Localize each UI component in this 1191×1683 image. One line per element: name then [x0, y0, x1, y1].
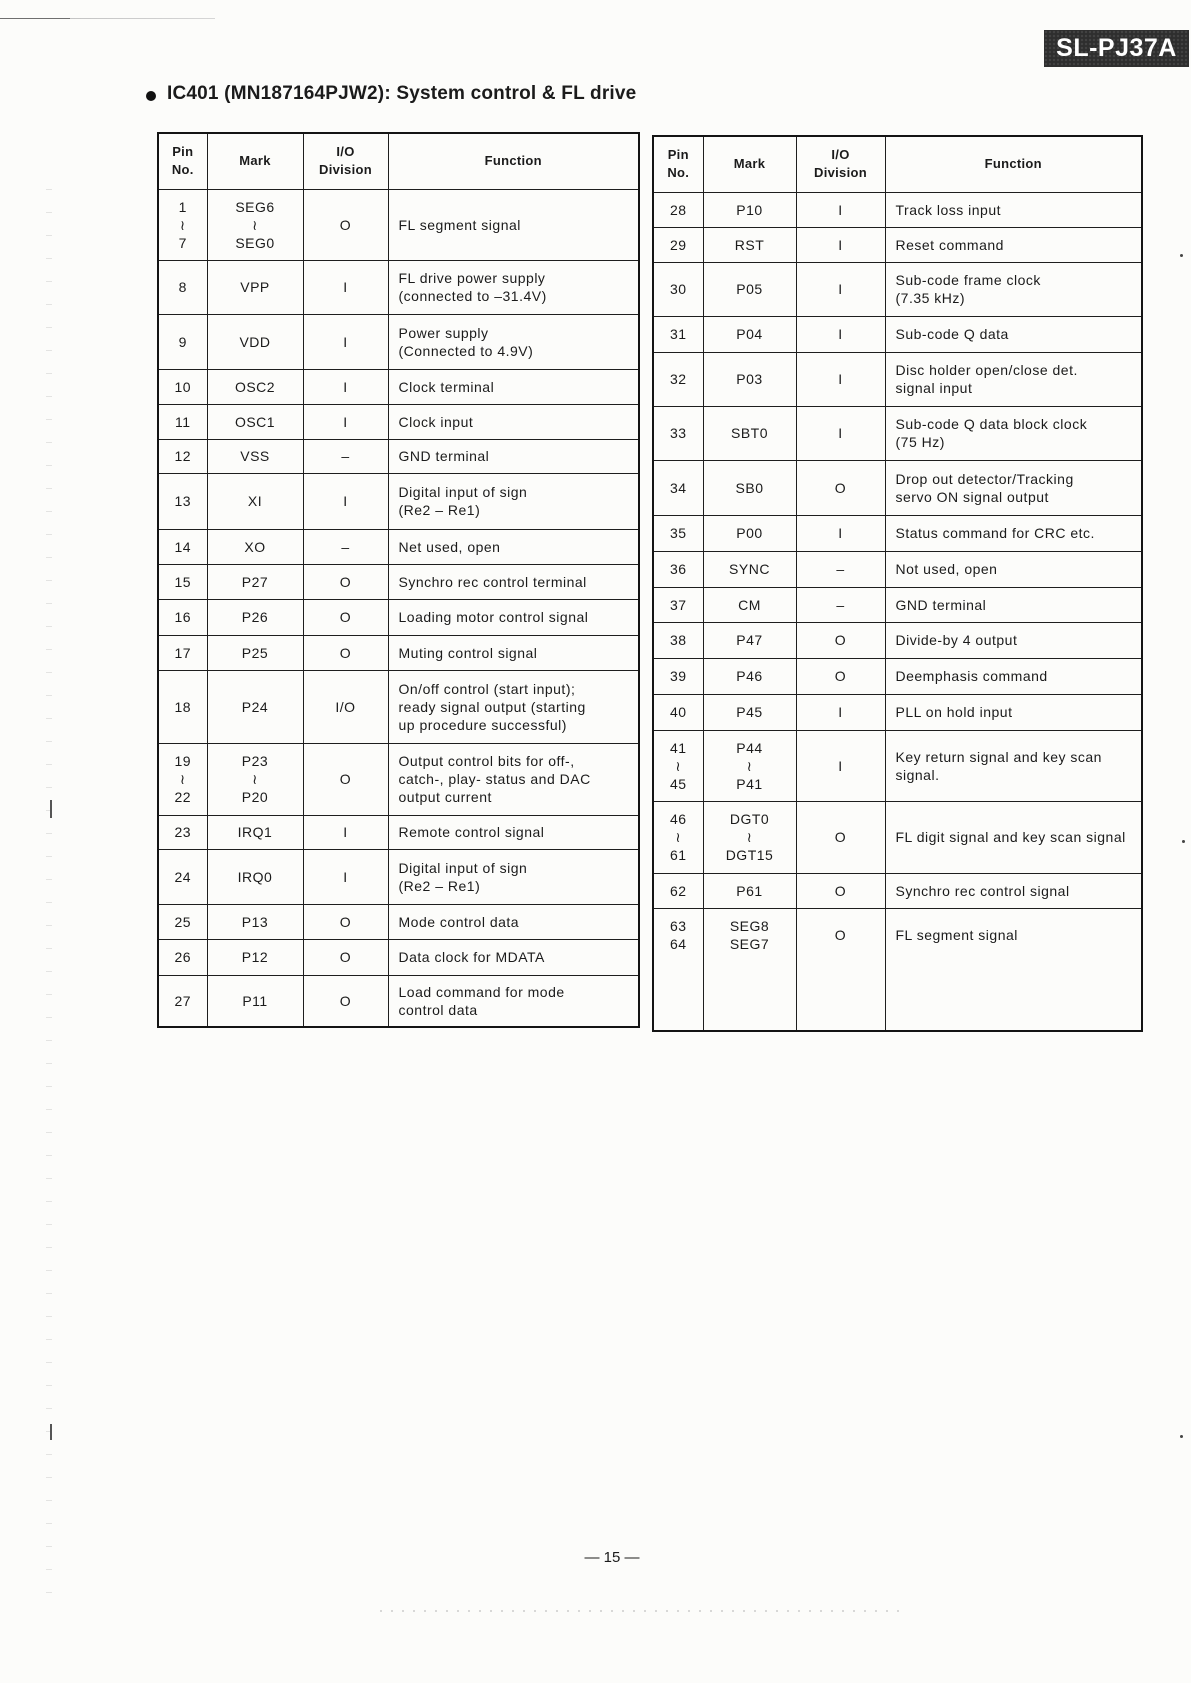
cell-io-division: I	[303, 260, 388, 314]
cell-function: Synchro rec control terminal	[388, 564, 639, 599]
table-row	[158, 599, 639, 635]
cell-io-division: I	[796, 192, 885, 227]
cell-mark: P04	[703, 316, 796, 352]
table-row	[158, 404, 639, 439]
cell-pin-no: 8	[158, 260, 207, 314]
cell-pin-no: 27	[158, 975, 207, 1027]
table-row	[653, 515, 1142, 551]
header-mark: Mark	[207, 133, 303, 189]
table-row	[653, 352, 1142, 406]
cell-pin-no: 24	[158, 849, 207, 904]
cell-function: FL drive power supply (connected to –31.4V)	[388, 260, 639, 314]
cell-mark: OSC2	[207, 369, 303, 404]
cell-mark: P23 ≀ P20	[207, 743, 303, 815]
cell-mark: XO	[207, 529, 303, 564]
header-function: Function	[388, 133, 639, 189]
cell-io-division: O	[303, 189, 388, 260]
cell-mark: IRQ0	[207, 849, 303, 904]
cell-mark: P03	[703, 352, 796, 406]
cell-function: On/off control (start input); ready signal output (starting up procedure successful)	[388, 670, 639, 743]
model-badge: SL-PJ37A	[1044, 30, 1189, 67]
cell-io-division: I	[796, 316, 885, 352]
cell-mark: RST	[703, 227, 796, 262]
cell-function: Synchro rec control signal	[885, 873, 1142, 908]
table-body	[158, 189, 639, 1027]
cell-pin-no: 26	[158, 939, 207, 975]
cell-pin-no: 15	[158, 564, 207, 599]
cell-pin-no: 28	[653, 192, 703, 227]
table-row	[653, 551, 1142, 587]
cell-pin-no: 11	[158, 404, 207, 439]
cell-function: GND terminal	[388, 439, 639, 473]
cell-io-division: I	[796, 730, 885, 801]
header-io-division: I/O Division	[796, 136, 885, 192]
cell-io-division: I	[303, 849, 388, 904]
cell-mark: P27	[207, 564, 303, 599]
cell-pin-no: 19 ≀ 22	[158, 743, 207, 815]
cell-pin-no: 23	[158, 815, 207, 849]
cell-mark: P45	[703, 694, 796, 730]
cell-mark: SEG8 SEG7	[703, 908, 796, 1031]
table-row	[158, 189, 639, 260]
cell-function: Not used, open	[885, 551, 1142, 587]
table-row	[653, 873, 1142, 908]
cell-function: Net used, open	[388, 529, 639, 564]
cell-io-division: I	[796, 227, 885, 262]
cell-function: Sub-code Q data block clock (75 Hz)	[885, 406, 1142, 460]
cell-io-division: O	[796, 460, 885, 515]
cell-pin-no: 31	[653, 316, 703, 352]
header-io-division: I/O Division	[303, 133, 388, 189]
table-row	[653, 658, 1142, 694]
table-row	[653, 801, 1142, 873]
cell-function: Disc holder open/close det. signal input	[885, 352, 1142, 406]
scan-artifact-edge	[46, 180, 52, 1600]
cell-function: Mode control data	[388, 904, 639, 939]
cell-mark: P44 ≀ P41	[703, 730, 796, 801]
cell-io-division: O	[303, 635, 388, 670]
cell-mark: VDD	[207, 314, 303, 369]
cell-io-division: O	[796, 801, 885, 873]
cell-function: FL segment signal	[885, 908, 1142, 1031]
cell-function: Remote control signal	[388, 815, 639, 849]
pin-table-left	[157, 132, 640, 1028]
cell-pin-no: 34	[653, 460, 703, 515]
cell-io-division: I	[303, 473, 388, 529]
bullet-icon	[146, 91, 156, 101]
cell-pin-no: 30	[653, 262, 703, 316]
header-function: Function	[885, 136, 1142, 192]
cell-pin-no: 38	[653, 622, 703, 658]
cell-function: Track loss input	[885, 192, 1142, 227]
table-body	[653, 192, 1142, 1031]
cell-function: Muting control signal	[388, 635, 639, 670]
cell-pin-no: 1 ≀ 7	[158, 189, 207, 260]
table-row	[158, 670, 639, 743]
cell-function: Digital input of sign (Re2 – Re1)	[388, 849, 639, 904]
table-row	[158, 635, 639, 670]
table-row	[158, 369, 639, 404]
table-row	[653, 908, 1142, 1031]
cell-mark: P26	[207, 599, 303, 635]
cell-io-division: I	[796, 352, 885, 406]
cell-io-division: O	[303, 939, 388, 975]
cell-io-division: O	[303, 904, 388, 939]
cell-pin-no: 39	[653, 658, 703, 694]
cell-function: Clock terminal	[388, 369, 639, 404]
cell-mark: P61	[703, 873, 796, 908]
cell-function: Data clock for MDATA	[388, 939, 639, 975]
cell-pin-no: 41 ≀ 45	[653, 730, 703, 801]
cell-pin-no: 36	[653, 551, 703, 587]
cell-mark: P13	[207, 904, 303, 939]
cell-function: Loading motor control signal	[388, 599, 639, 635]
cell-pin-no: 12	[158, 439, 207, 473]
cell-mark: VPP	[207, 260, 303, 314]
cell-io-division: O	[796, 622, 885, 658]
cell-io-division: I	[303, 815, 388, 849]
cell-io-division: O	[303, 743, 388, 815]
scan-artifact-dot	[1180, 1435, 1183, 1438]
table-row	[158, 529, 639, 564]
cell-function: Status command for CRC etc.	[885, 515, 1142, 551]
table-row	[158, 439, 639, 473]
section-title: IC401 (MN187164PJW2): System control & FL drive	[167, 83, 637, 104]
table-row	[653, 406, 1142, 460]
cell-pin-no: 40	[653, 694, 703, 730]
cell-io-division: O	[796, 658, 885, 694]
cell-pin-no: 46 ≀ 61	[653, 801, 703, 873]
table-row	[158, 904, 639, 939]
cell-mark: VSS	[207, 439, 303, 473]
table-row	[158, 939, 639, 975]
cell-mark: DGT0 ≀ DGT15	[703, 801, 796, 873]
cell-function: FL digit signal and key scan signal	[885, 801, 1142, 873]
cell-function: Clock input	[388, 404, 639, 439]
table-row	[158, 260, 639, 314]
cell-io-division: O	[303, 564, 388, 599]
cell-function: PLL on hold input	[885, 694, 1142, 730]
cell-function: Output control bits for off-, catch-, play- status and DAC output current	[388, 743, 639, 815]
cell-mark: P24	[207, 670, 303, 743]
cell-mark: P12	[207, 939, 303, 975]
cell-function: Sub-code frame clock (7.35 kHz)	[885, 262, 1142, 316]
scan-artifact-dot	[1182, 840, 1185, 843]
cell-pin-no: 17	[158, 635, 207, 670]
cell-function: GND terminal	[885, 587, 1142, 622]
cell-pin-no: 9	[158, 314, 207, 369]
cell-mark: IRQ1	[207, 815, 303, 849]
cell-io-division: O	[303, 599, 388, 635]
cell-io-division: –	[796, 551, 885, 587]
cell-mark: P11	[207, 975, 303, 1027]
cell-function: Deemphasis command	[885, 658, 1142, 694]
cell-io-division: I	[303, 314, 388, 369]
cell-io-division: O	[796, 873, 885, 908]
cell-pin-no: 35	[653, 515, 703, 551]
page-number: — 15 —	[584, 1549, 640, 1566]
cell-io-division: I	[796, 406, 885, 460]
cell-pin-no: 62	[653, 873, 703, 908]
cell-pin-no: 18	[158, 670, 207, 743]
cell-io-division: –	[303, 529, 388, 564]
table-row	[158, 975, 639, 1027]
header-pin-no: Pin No.	[653, 136, 703, 192]
cell-io-division: I	[303, 369, 388, 404]
table-row	[653, 587, 1142, 622]
cell-pin-no: 63 64	[653, 908, 703, 1031]
cell-io-division: –	[796, 587, 885, 622]
cell-function: Sub-code Q data	[885, 316, 1142, 352]
cell-mark: XI	[207, 473, 303, 529]
cell-function: Power supply (Connected to 4.9V)	[388, 314, 639, 369]
cell-mark: P46	[703, 658, 796, 694]
table-row	[653, 192, 1142, 227]
cell-pin-no: 37	[653, 587, 703, 622]
table-header-row	[158, 133, 639, 189]
cell-io-division: O	[303, 975, 388, 1027]
scan-artifact-mark	[50, 1424, 52, 1440]
cell-pin-no: 25	[158, 904, 207, 939]
cell-pin-no: 13	[158, 473, 207, 529]
table-row	[653, 460, 1142, 515]
cell-mark: OSC1	[207, 404, 303, 439]
cell-function: Reset command	[885, 227, 1142, 262]
scan-artifact-mark	[50, 800, 52, 818]
cell-io-division: I	[796, 515, 885, 551]
pin-table-right	[652, 135, 1143, 1032]
cell-function: Divide-by 4 output	[885, 622, 1142, 658]
table-row	[158, 815, 639, 849]
cell-mark: SYNC	[703, 551, 796, 587]
cell-mark: CM	[703, 587, 796, 622]
cell-pin-no: 29	[653, 227, 703, 262]
cell-io-division: –	[303, 439, 388, 473]
cell-pin-no: 16	[158, 599, 207, 635]
table-row	[158, 849, 639, 904]
cell-mark: P25	[207, 635, 303, 670]
cell-io-division: I	[303, 404, 388, 439]
cell-mark: P00	[703, 515, 796, 551]
scan-artifact-line	[0, 18, 215, 19]
cell-mark: P10	[703, 192, 796, 227]
table-row	[158, 743, 639, 815]
cell-pin-no: 33	[653, 406, 703, 460]
cell-function: Digital input of sign (Re2 – Re1)	[388, 473, 639, 529]
cell-pin-no: 32	[653, 352, 703, 406]
table-header-row	[653, 136, 1142, 192]
header-pin-no: Pin No.	[158, 133, 207, 189]
scan-artifact-band	[380, 1610, 900, 1612]
cell-function: Drop out detector/Tracking servo ON signal output	[885, 460, 1142, 515]
table-row	[158, 473, 639, 529]
table-row	[158, 314, 639, 369]
table-row	[653, 316, 1142, 352]
table-row	[653, 730, 1142, 801]
cell-io-division: I	[796, 262, 885, 316]
cell-pin-no: 14	[158, 529, 207, 564]
table-row	[653, 694, 1142, 730]
cell-mark: SB0	[703, 460, 796, 515]
scan-artifact-dot	[1180, 254, 1183, 257]
cell-io-division: O	[796, 908, 885, 1031]
table-row	[653, 227, 1142, 262]
cell-mark: SEG6 ≀ SEG0	[207, 189, 303, 260]
cell-mark: P05	[703, 262, 796, 316]
table-row	[653, 262, 1142, 316]
cell-pin-no: 10	[158, 369, 207, 404]
cell-mark: P47	[703, 622, 796, 658]
cell-function: Key return signal and key scan signal.	[885, 730, 1142, 801]
header-mark: Mark	[703, 136, 796, 192]
cell-mark: SBT0	[703, 406, 796, 460]
cell-function: FL segment signal	[388, 189, 639, 260]
cell-function: Load command for mode control data	[388, 975, 639, 1027]
cell-io-division: I	[796, 694, 885, 730]
table-row	[653, 622, 1142, 658]
cell-io-division: I/O	[303, 670, 388, 743]
table-row	[158, 564, 639, 599]
